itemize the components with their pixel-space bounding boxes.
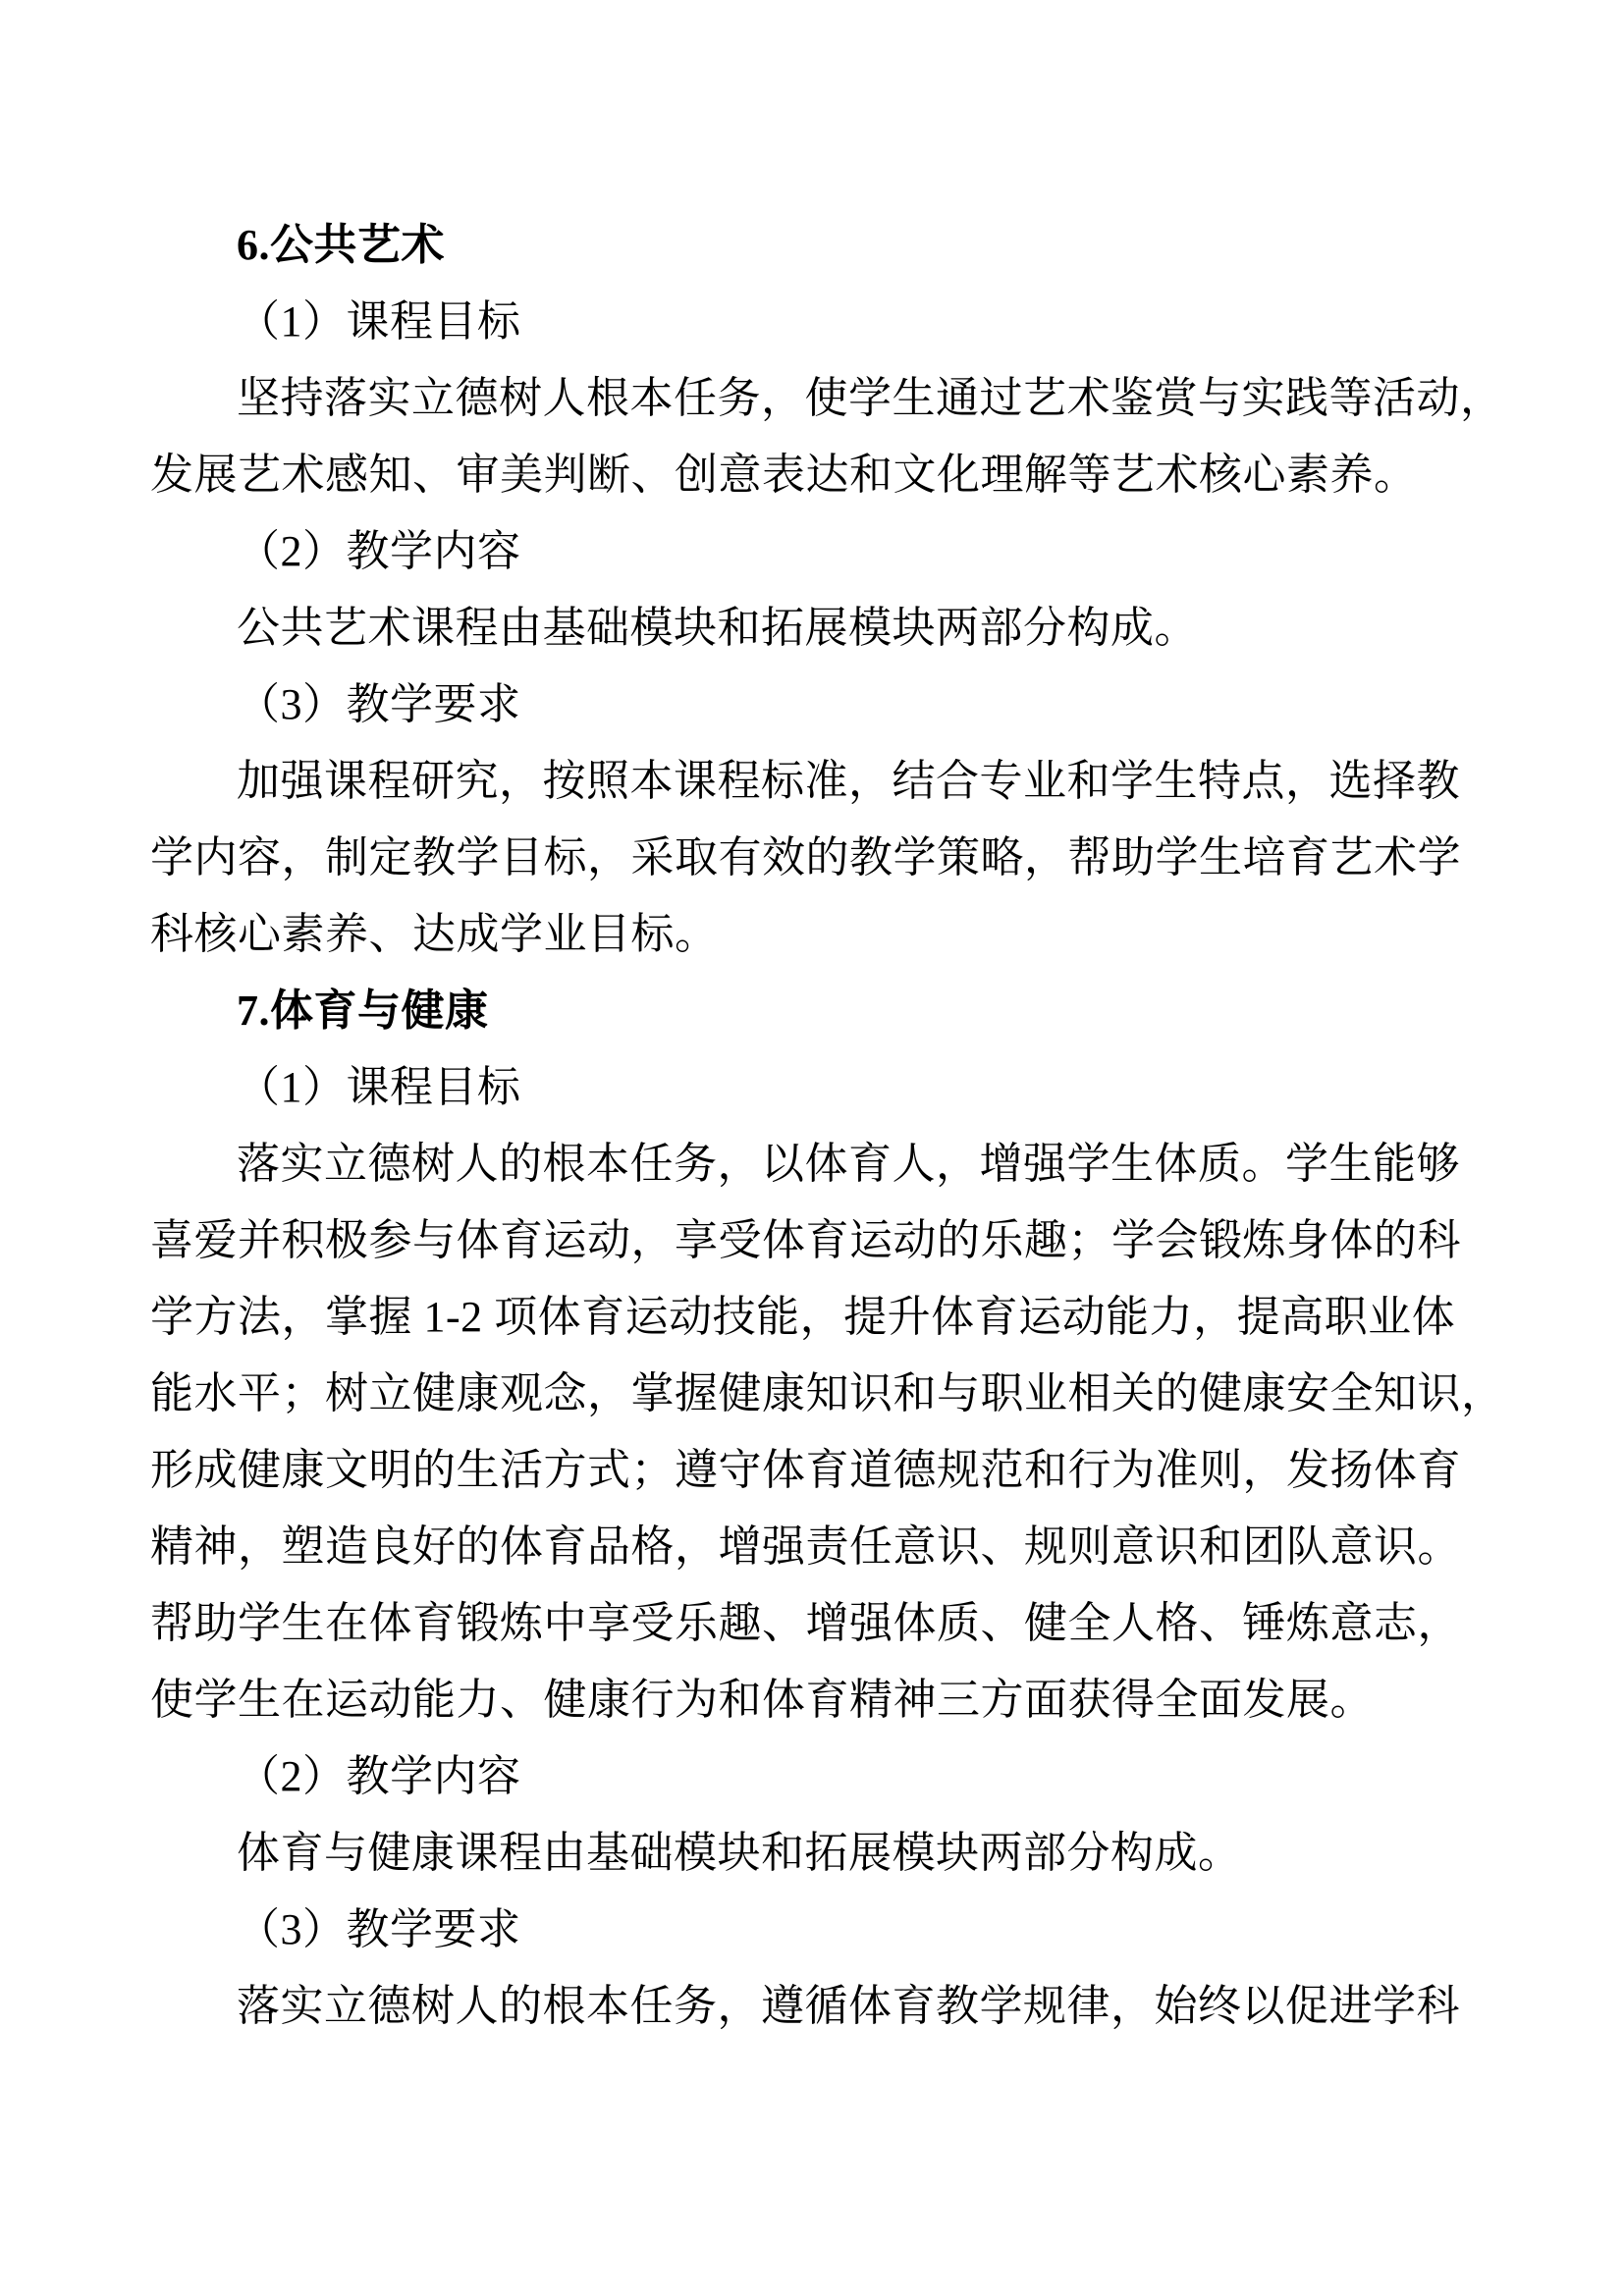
paragraph-line: 落实立德树人的根本任务，以体育人，增强学生体质。学生能够 — [237, 1140, 1460, 1188]
section-pe-health — [150, 973, 1505, 2045]
paragraph-line: 公共艺术课程由基础模块和拓展模块两部分构成。 — [237, 604, 1198, 652]
paragraph-line: 喜爱并积极参与体育运动，享受体育运动的乐趣；学会锻炼身体的科 — [150, 1216, 1461, 1264]
paragraph-line: 学方法，掌握 1-2 项体育运动技能，提升体育运动能力，提高职业体 — [150, 1293, 1456, 1341]
document-body — [150, 207, 1505, 2045]
section-public-art — [150, 207, 1504, 973]
subheading-course-goal: （1）课程目标 — [237, 1063, 521, 1111]
paragraph-line: 能水平；树立健康观念，掌握健康知识和与职业相关的健康安全知识， — [150, 1369, 1505, 1417]
subheading-teaching-content: （2）教学内容 — [237, 1752, 521, 1800]
paragraph-line: 坚持落实立德树人根本任务，使学生通过艺术鉴赏与实践等活动， — [237, 374, 1504, 422]
paragraph-line: 加强课程研究，按照本课程标准，结合专业和学生特点，选择教 — [237, 757, 1460, 805]
section-heading-public-art: 6.公共艺术 — [237, 221, 445, 269]
paragraph-line: 形成健康文明的生活方式；遵守体育道德规范和行为准则，发扬体育 — [150, 1446, 1461, 1494]
paragraph-line: 落实立德树人的根本任务，遵循体育教学规律，始终以促进学科 — [237, 1982, 1460, 2030]
paragraph-line: 体育与健康课程由基础模块和拓展模块两部分构成。 — [237, 1829, 1242, 1877]
subheading-course-goal: （1）课程目标 — [237, 297, 521, 346]
paragraph-line: 学内容，制定教学目标，采取有效的教学策略，帮助学生培育艺术学 — [150, 833, 1461, 881]
subheading-teaching-requirement: （3）教学要求 — [237, 1905, 521, 1953]
section-heading-pe-health: 7.体育与健康 — [237, 987, 489, 1035]
paragraph-line: 帮助学生在体育锻炼中享受乐趣、增强体质、健全人格、锤炼意志， — [150, 1599, 1461, 1647]
paragraph-line: 发展艺术感知、审美判断、创意表达和文化理解等艺术核心素养。 — [150, 451, 1418, 499]
paragraph-line: 科核心素养、达成学业目标。 — [150, 910, 719, 958]
paragraph-line: 使学生在运动能力、健康行为和体育精神三方面获得全面发展。 — [150, 1676, 1374, 1724]
paragraph-line: 精神，塑造良好的体育品格，增强责任意识、规则意识和团队意识。 — [150, 1522, 1461, 1571]
subheading-teaching-requirement: （3）教学要求 — [237, 680, 521, 728]
subheading-teaching-content: （2）教学内容 — [237, 527, 521, 575]
